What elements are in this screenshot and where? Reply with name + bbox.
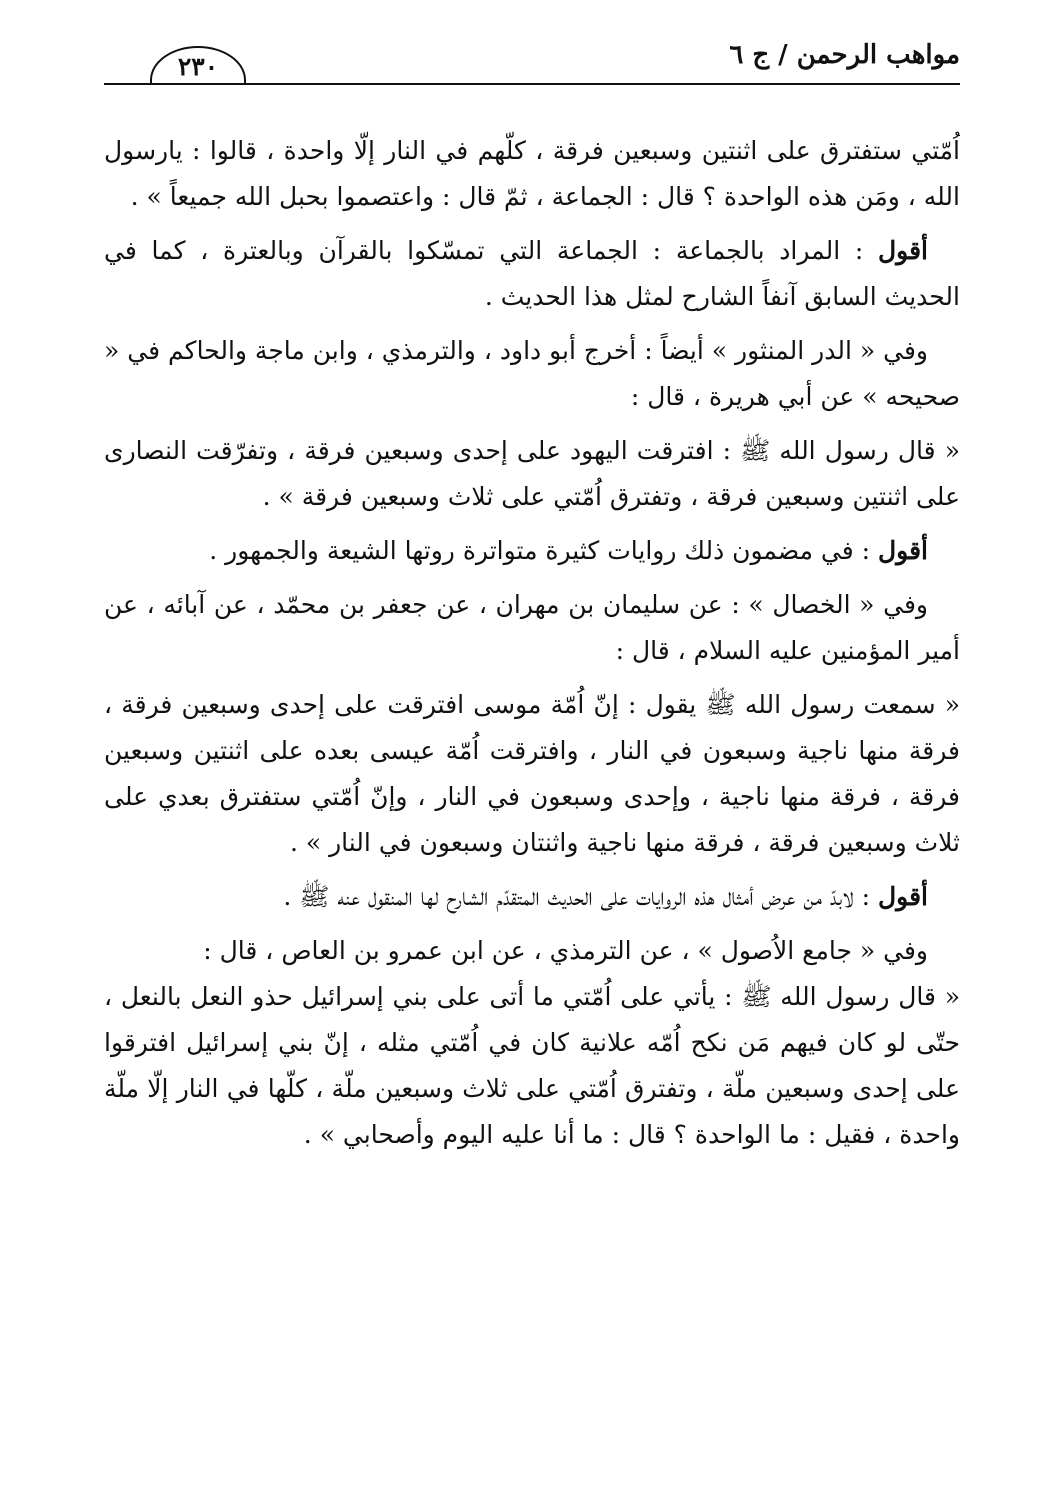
- paragraph-text: « سمعت رسول الله ﷺ يقول : إنّ اُمّة موسى افترقت على إحدى وسبعين فرقة ، فرقة منها ناجية وسبعون في النار ، وافترقت اُمّة عيسى بعده على اثنتين وسبعين فرقة ، فرقة منها ناجية ، وإحدى وسبعون في النار ، وإنّ اُمّتي ستفترق بعدي على ثلاث وسبعين فرقة ، فرقة منها ناجية واثنتان وسبعون في النار » .: [104, 690, 960, 857]
- paragraph: [104, 582, 960, 674]
- header-rule: [104, 83, 960, 85]
- paragraph-lead-word: أقول: [878, 236, 928, 265]
- paragraph-text: اُمّتي ستفترق على اثنتين وسبعين فرقة ، كلّهم في النار إلّا واحدة ، قالوا : يارسول الله ، ومَن هذه الواحدة ؟ قال : الجماعة ، ثمّ قال : واعتصموا بحبل الله جميعاً » .: [104, 136, 960, 211]
- paragraph: [104, 228, 960, 320]
- paragraph: [104, 128, 960, 220]
- paragraph-text: : لابدّ من عرض أمثال هذه الروايات على الحديث المتقدّم الشارح لها المنقول عنه ﷺ .: [283, 882, 879, 911]
- quoted-hadith: [104, 974, 960, 1158]
- book-title: مواهب الرحمن / ج ٦: [729, 40, 960, 70]
- paragraph: [104, 874, 960, 920]
- paragraph-text: : المراد بالجماعة : الجماعة التي تمسّكوا بالقرآن وبالعترة ، كما في الحديث السابق آنفاً الشارح لمثل هذا الحديث .: [104, 236, 960, 311]
- quoted-hadith: [104, 682, 960, 866]
- paragraph-text: « قال رسول الله ﷺ : افترقت اليهود على إحدى وسبعين فرقة ، وتفرّقت النصارى على اثنتين وسبعين فرقة ، وتفترق اُمّتي على ثلاث وسبعين فرقة » .: [104, 436, 960, 511]
- quoted-hadith: [104, 428, 960, 520]
- paragraph-text: : في مضمون ذلك روايات كثيرة متواترة روتها الشيعة والجمهور .: [209, 536, 879, 565]
- page-number: ٢٣٠: [150, 46, 246, 84]
- paragraph: [104, 328, 960, 420]
- paragraph-text: « قال رسول الله ﷺ : يأتي على اُمّتي ما أتى على بني إسرائيل حذو النعل بالنعل ، حتّى لو كان فيهم مَن نكح اُمّه علانية كان في اُمّتي مثله ، إنّ بني إسرائيل افترقوا على إحدى وسبعين ملّة ، وتفترق اُمّتي على ثلاث وسبعين ملّة ، كلّها في النار إلّا ملّة واحدة ، فقيل : ما الواحدة ؟ قال : ما أنا عليه اليوم وأصحابي » .: [104, 982, 960, 1149]
- paragraph: [104, 928, 960, 974]
- paragraph-text: وفي « جامع الاُصول » ، عن الترمذي ، عن ابن عمرو بن العاص ، قال :: [203, 936, 928, 965]
- paragraph-lead-word: أقول: [878, 882, 928, 911]
- paragraph: [104, 528, 960, 574]
- running-header: [104, 38, 960, 84]
- page-text: [104, 128, 960, 1166]
- paragraph-text: وفي « الدر المنثور » أيضاً : أخرج أبو داود ، والترمذي ، وابن ماجة والحاكم في « صحيحه » عن أبي هريرة ، قال :: [104, 336, 960, 411]
- paragraph-text: وفي « الخصال » : عن سليمان بن مهران ، عن جعفر بن محمّد ، عن آبائه ، عن أمير المؤمنين عليه السلام ، قال :: [104, 590, 960, 665]
- paragraph-lead-word: أقول: [878, 536, 928, 565]
